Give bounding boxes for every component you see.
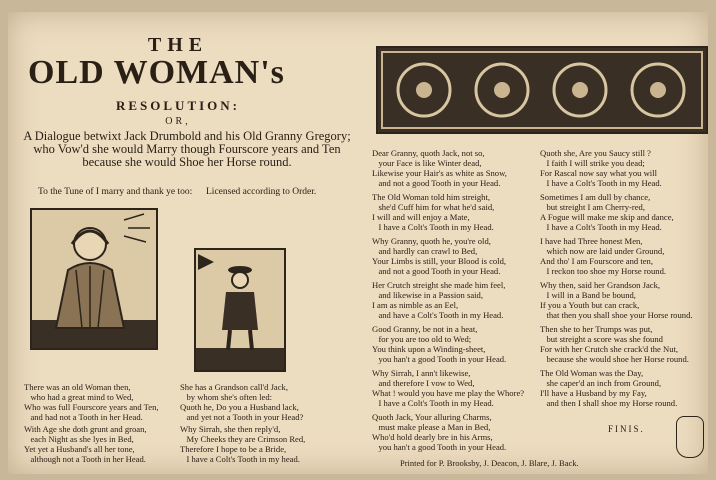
verse-11: Quoth Jack, Your alluring Charms, must make please a Man in Bed, Who'd hold dearly bre in his Arms, you han't a good Tooth in your Head.	[372, 412, 507, 452]
title-resolution: RESOLUTION:	[115, 98, 241, 113]
verse-14: I have had Three honest Men, which now are laid under Ground, And tho' I am Fourscore and ten, I reckon too shoe my Horse round.	[540, 236, 667, 276]
verse-1: There was an old Woman then, who had a great mind to Wed, Who was full Fourscore years and Ten, and had not a Tooth in her Head.	[24, 382, 159, 422]
verse-4: Why Sirrah, she then reply'd, My Cheeks they are Crimson Red, Therefore I hope to be a Bride, I have a Colt's Tooth in my head.	[180, 424, 306, 464]
verse-5: Dear Granny, quoth Jack, not so, your Face is like Winter dead, Likewise your Hair's as white as Snow, and not a good Tooth in your Head.	[372, 148, 507, 188]
title-old-woman: OLD WOMAN's	[28, 54, 285, 91]
verse-9: Good Granny, be not in a heat, for you are too old to Wed; You think upon a Winding-sheet, you han't a good Tooth in your Head.	[372, 324, 507, 364]
ornamental-border	[376, 46, 708, 134]
verse-7: Why Granny, quoth he, you're old, and hardly can crawl to Bed, Your Limbs is still, your Blood is cold, and not a good Tooth in your Head.	[372, 236, 507, 276]
verse-16: Then she to her Trumps was put, but streight a score was she found For with her Crutch she crack'd the Nut, because she would shoe her Horse round.	[540, 324, 689, 364]
printer-line: Printed for P. Brooksby, J. Deacon, J. Blare, J. Back.	[400, 458, 579, 468]
woodcut-jack	[194, 248, 286, 372]
title-the: THE	[147, 34, 209, 56]
finis-label: FINIS.	[608, 424, 645, 434]
verse-13: Sometimes I am dull by chance, but streight I am Cherry-red, A Fogue will make me skip and dance, I have a Colt's Tooth in my Head.	[540, 192, 674, 232]
verse-12: Quoth she, Are you Saucy still ? I faith I will strike you dead; For Rascal now say what you will I have a Colt's Tooth in my Head.	[540, 148, 662, 188]
tune-line: To the Tune of I marry and thank ye too:	[38, 187, 193, 197]
verse-17: The Old Woman was the Day, she caper'd an inch from Ground, I'll have a Husband by my Fay, and then I shall shoe my Horse round.	[540, 368, 678, 408]
subtitle-dialogue: A Dialogue betwixt Jack Drumbold and his Old Granny Gregory; who Vow'd she would Marry though Fourscore years and Ten because she would Shoe her Horse round.	[23, 129, 351, 169]
woodcut-old-woman	[30, 208, 158, 350]
title-or: OR,	[165, 116, 191, 127]
verse-6: The Old Woman told him streight, she'd Cuff him for what he'd said, I will and will enjoy a Mate, I have a Colt's Tooth in my Head.	[372, 192, 495, 232]
verse-2: With Age she doth grunt and groan, each Night as she lyes in Bed, Yet yet a Husband's all her tone, although not a Tooth in her Head.	[24, 424, 147, 464]
broadside-sheet	[8, 12, 708, 474]
verse-3: She has a Grandson call'd Jack, by whom she's often led: Quoth he, Do you a Husband lack, and yet not a Tooth in your Head?	[180, 382, 304, 422]
license-line: Licensed according to Order.	[206, 187, 317, 197]
library-stamp-icon	[676, 416, 704, 458]
verse-8: Her Crutch streight she made him feel, and likewise in a Passion said, I am as nimble as an Eel, and have a Colt's Tooth in my Head.	[372, 280, 506, 320]
verse-10: Why Sirrah, I ann't likewise, and therefore I vow to Wed, What ! would you have me play the Whore? I have a Colt's Tooth in my Head.	[372, 368, 525, 408]
verse-15: Why then, said her Grandson Jack, I will in a Band be bound, If you a Youth but can crack, that then you shall shoe your Horse round.	[540, 280, 693, 320]
